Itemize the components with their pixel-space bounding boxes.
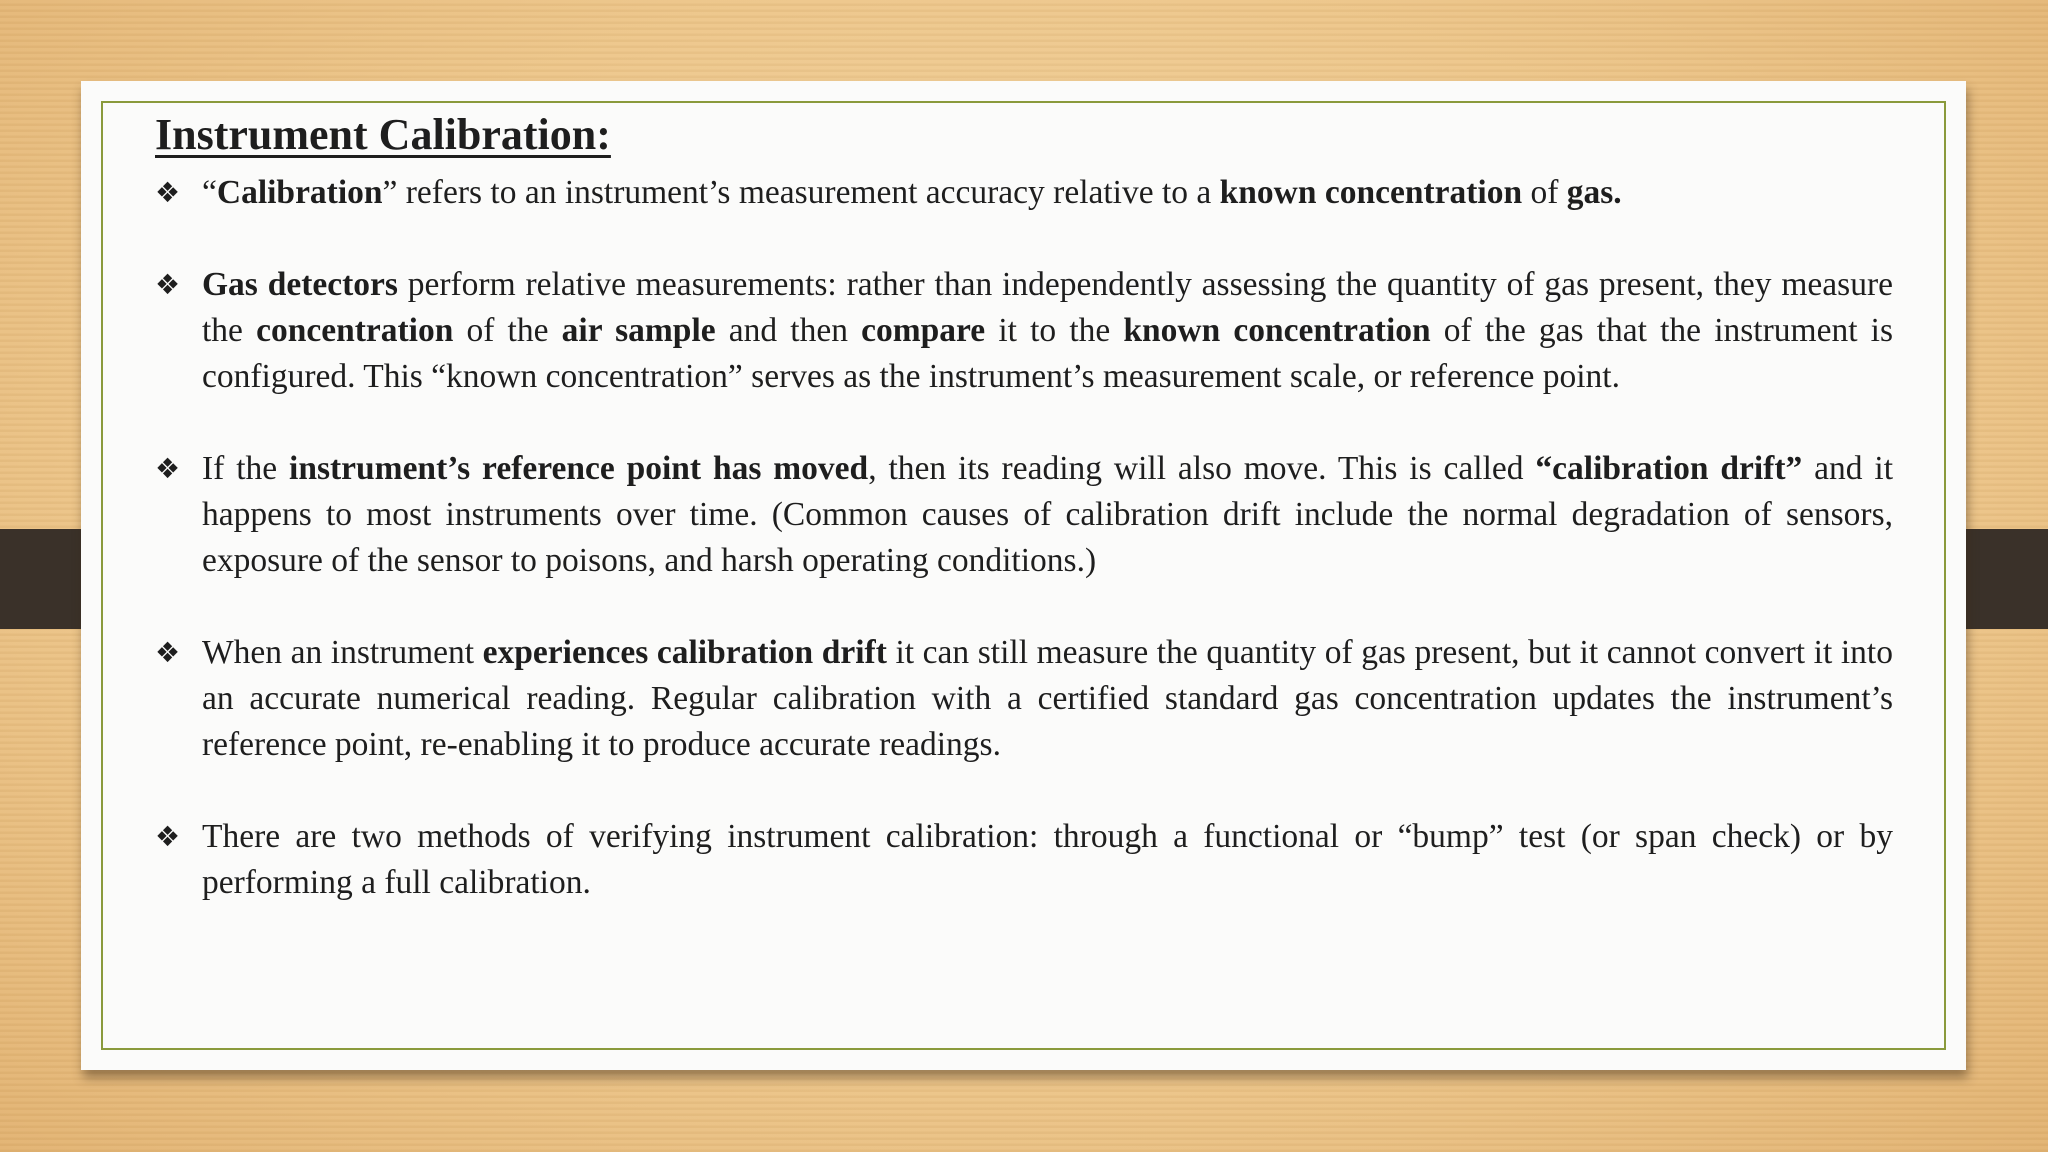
bullet-text: When an instrument	[202, 633, 483, 671]
bullet-text: it can still measure the quantity of gas present, but it cannot convert it into an accurate numerical reading. Regular calibration with a certified standard gas concentration updates the instrument’s reference point, re-enabling it to produce accurate readings.	[202, 633, 1893, 763]
bullet-bold-text: compare	[861, 311, 986, 349]
diamond-bullet-icon: ❖	[155, 267, 181, 301]
bullet-text: of	[1522, 173, 1567, 211]
slide-card	[81, 81, 1966, 1070]
bullet-text: If the	[202, 449, 290, 487]
bullet-text: and it happens to most instruments over time. (Common causes of calibration drift include the normal degradation of sensors, exposure of the sensor to poisons, and harsh operating conditions.)	[202, 449, 1893, 579]
bullet-item	[155, 630, 1893, 768]
diamond-bullet-icon: ❖	[155, 175, 181, 209]
bullet-bold-text: gas.	[1566, 173, 1622, 211]
bullet-text: ” refers to an instrument’s measurement accuracy relative to a	[382, 173, 1220, 211]
bullet-text: and then	[715, 311, 862, 349]
bullet-text: of the	[453, 311, 562, 349]
bullet-bold-text: known concentration	[1219, 173, 1523, 211]
bullet-bold-text: “calibration drift”	[1535, 449, 1803, 487]
bullet-bold-text: experiences calibration drift	[482, 633, 887, 671]
bullet-text: “	[202, 173, 217, 211]
bullet-text: , then its reading will also move. This is called	[868, 449, 1536, 487]
slide-title: Instrument Calibration:	[155, 110, 611, 159]
diamond-bullet-icon: ❖	[155, 451, 181, 485]
bullet-bold-text: Gas detectors	[202, 265, 398, 303]
diamond-bullet-icon: ❖	[155, 819, 181, 853]
bullet-list	[155, 170, 1893, 906]
bullet-item	[155, 814, 1893, 906]
bullet-bold-text: air sample	[561, 311, 716, 349]
bullet-bold-text: instrument’s reference point has moved	[289, 449, 869, 487]
diamond-bullet-icon: ❖	[155, 635, 181, 669]
bullet-item	[155, 262, 1893, 400]
bullet-text: perform relative measurements: rather than independently assessing the quantity of gas present, they measure the	[202, 265, 1893, 349]
bullet-item	[155, 446, 1893, 584]
bullet-text: it to the	[985, 311, 1124, 349]
bullet-bold-text: concentration	[256, 311, 454, 349]
bullet-bold-text: Calibration	[216, 173, 383, 211]
slide-content	[155, 109, 1893, 906]
bullet-item	[155, 170, 1893, 216]
bullet-bold-text: known concentration	[1123, 311, 1431, 349]
bullet-text: There are two methods of verifying instrument calibration: through a functional or “bump” test (or span check) or by performing a full calibration.	[202, 817, 1893, 901]
bullet-text: of the gas that the instrument is configured. This “known concentration” serves as the instrument’s measurement scale, or reference point.	[202, 311, 1893, 395]
